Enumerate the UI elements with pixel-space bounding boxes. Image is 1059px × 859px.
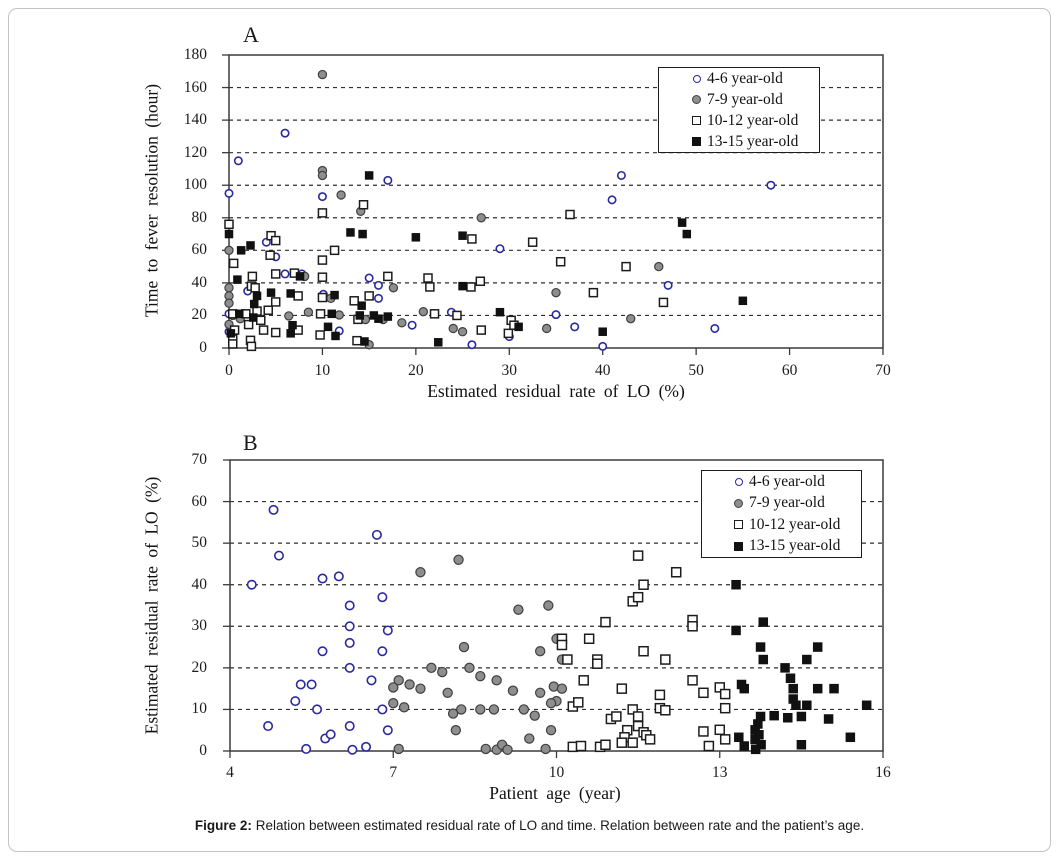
legend-label: 10-12 year-old <box>749 515 841 533</box>
open-square-glyph <box>692 116 701 125</box>
y-tick-label-A: 120 <box>183 143 207 161</box>
x-tick-label-A: 30 <box>501 362 518 379</box>
y-tick-label-B: 20 <box>191 658 207 676</box>
legend-label: 4-6 year-old <box>749 472 825 490</box>
figure-caption <box>0 818 1059 833</box>
open-circle-glyph <box>735 478 743 486</box>
x-tick-label-A: 50 <box>688 362 704 379</box>
x-tick-label-B: 4 <box>226 764 234 781</box>
legend-label: 13-15 year-old <box>707 132 799 150</box>
x-tick-label-A: 0 <box>225 362 233 379</box>
x-tick-label-B: 7 <box>389 764 398 781</box>
x-tick-label-B: 16 <box>875 764 891 781</box>
gray-circle-icon <box>689 95 704 104</box>
panel-letter-B: B <box>243 430 258 455</box>
x-tick-label-A: 40 <box>594 362 611 379</box>
x-tick-label-A: 70 <box>875 362 891 379</box>
y-tick-label-A: 20 <box>191 306 207 324</box>
y-tick-label-A: 60 <box>191 241 207 259</box>
x-tick-label-A: 60 <box>781 362 798 379</box>
legend-item <box>731 493 861 514</box>
open-square-icon <box>731 520 746 529</box>
caption-text: Relation between estimated residual rate of LO and time. Relation between rate and the patient’s age. <box>251 818 865 833</box>
y-tick-label-A: 140 <box>183 111 207 129</box>
legend-label: 7-9 year-old <box>707 90 783 108</box>
legend-item <box>689 131 819 152</box>
open-circle-glyph <box>693 75 701 83</box>
gray-circle-icon <box>731 499 746 508</box>
y-tick-label-A: 160 <box>183 78 207 96</box>
y-tick-label-A: 40 <box>191 273 207 291</box>
y-tick-label-B: 30 <box>191 617 207 635</box>
black-square-glyph <box>734 542 743 551</box>
legend-B <box>701 470 862 558</box>
black-square-icon <box>731 542 746 551</box>
legend-item <box>731 536 861 557</box>
y-tick-label-B: 50 <box>191 534 207 552</box>
x-axis-title-B: Patient age (year) <box>489 783 621 803</box>
y-tick-label-A: 0 <box>199 339 207 356</box>
legend-item <box>689 110 819 131</box>
legend-label: 13-15 year-old <box>749 537 841 555</box>
legend-item <box>689 89 819 110</box>
legend-label: 10-12 year-old <box>707 111 799 129</box>
y-axis-title-B: Estimated residual rate of LO (%) <box>141 476 162 735</box>
open-square-icon <box>689 116 704 125</box>
y-tick-label-B: 0 <box>199 742 207 759</box>
open-circle-icon <box>731 478 746 486</box>
legend-item <box>731 471 861 492</box>
x-tick-label-A: 10 <box>314 362 331 379</box>
y-tick-label-A: 180 <box>183 46 207 63</box>
x-axis-title-A: Estimated residual rate of LO (%) <box>427 381 685 401</box>
y-tick-label-A: 80 <box>191 208 207 226</box>
black-square-glyph <box>692 137 701 146</box>
legend-item <box>731 514 861 535</box>
legend-label: 4-6 year-old <box>707 69 783 87</box>
y-tick-label-B: 60 <box>191 492 207 510</box>
open-square-glyph <box>734 520 743 529</box>
y-tick-label-B: 10 <box>191 700 207 718</box>
y-tick-label-A: 100 <box>183 176 207 194</box>
y-tick-label-B: 70 <box>191 451 207 468</box>
caption-prefix: Figure 2: <box>194 818 252 833</box>
y-tick-label-B: 40 <box>191 575 207 593</box>
open-circle-icon <box>689 75 704 83</box>
x-tick-label-B: 13 <box>712 764 728 781</box>
y-axis-title-A: Time to fever resolution (hour) <box>141 83 162 318</box>
gray-circle-glyph <box>734 499 743 508</box>
black-square-icon <box>689 137 704 146</box>
legend-label: 7-9 year-old <box>749 494 825 512</box>
x-tick-label-A: 20 <box>408 362 424 379</box>
gray-circle-glyph <box>692 95 701 104</box>
legend-item <box>689 68 819 89</box>
legend-A <box>658 67 820 153</box>
x-tick-label-B: 10 <box>548 764 565 781</box>
panel-letter-A: A <box>243 22 259 47</box>
